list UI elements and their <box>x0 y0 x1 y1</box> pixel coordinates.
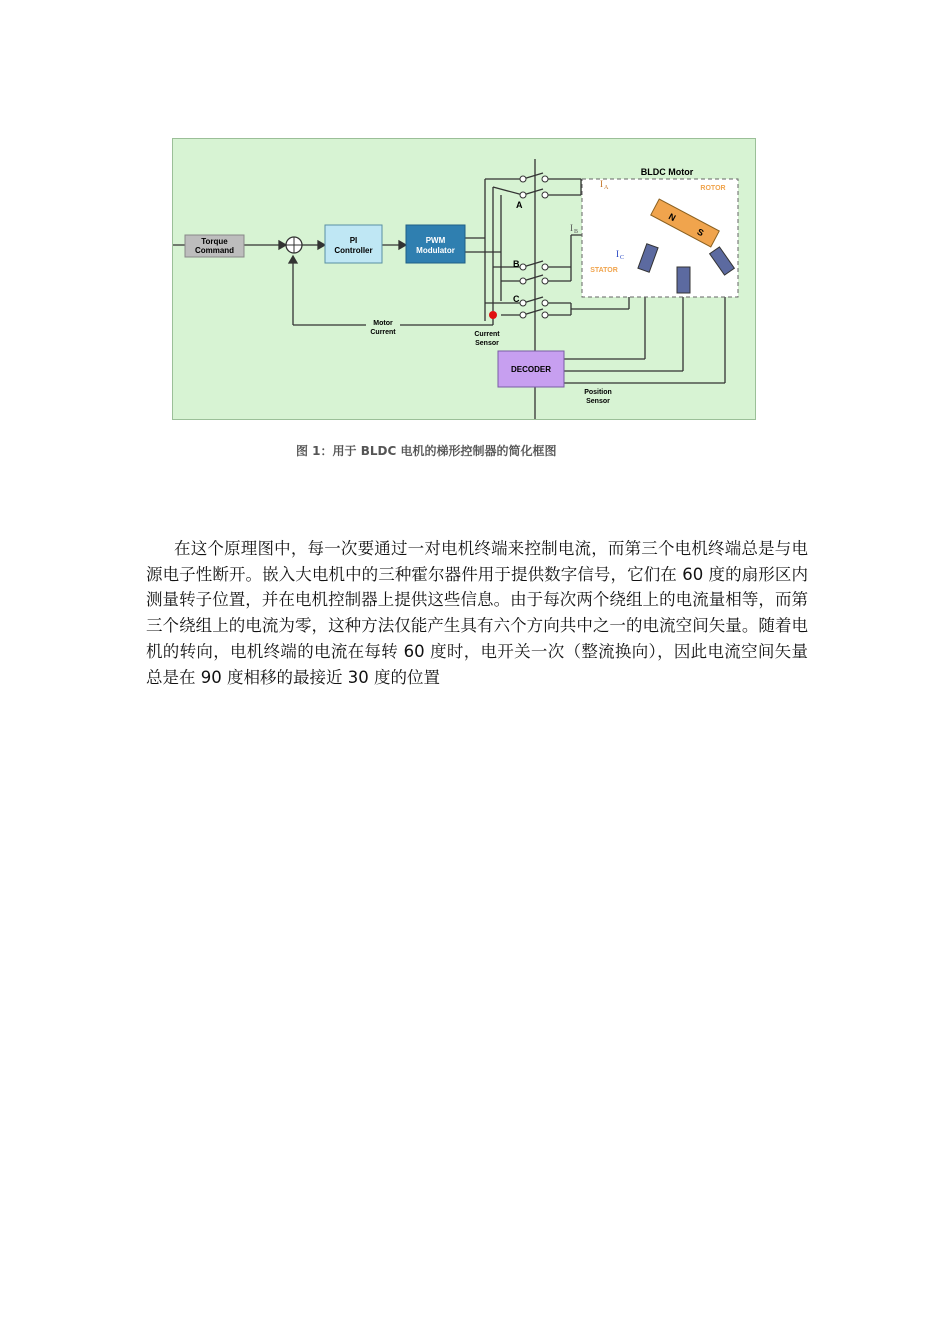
ib-subscript: B <box>574 229 579 235</box>
motor-current-line1: Motor <box>373 320 393 327</box>
torque-label-line1: Torque <box>201 237 228 246</box>
pi-label-line2: Controller <box>334 246 373 255</box>
phase-a-label: A <box>516 200 523 210</box>
stator-label: STATOR <box>590 267 618 274</box>
pi-label-line1: PI <box>349 236 358 245</box>
figure-caption: 图 1：用于 BLDC 电机的梯形控制器的简化框图 <box>296 444 557 458</box>
ib-label: I <box>570 223 573 233</box>
motor-current-line2: Current <box>370 329 396 336</box>
position-sensor-line1: Position <box>584 389 612 396</box>
ic-label: I <box>616 249 619 259</box>
current-sensor-line2: Sensor <box>475 340 499 347</box>
body-paragraph: 在这个原理图中，每一次要通过一对电机终端来控制电流，而第三个电机终端总是与电源电子性断开。嵌入大电机中的三种霍尔器件用于提供数字信号，它们在 60 度的扇形区内测量转子位置，并在电机控制器上提供这些信息。由于每次两个绕组上的电流量相等，而第三个绕组上的电流为零，这种方法仅能产生具有六个方向共中之一的电流空间矢量。随着电机的转向，电机终端的电流在每转 60 度时，电开关一次（整流换向），因此电流空间矢量总是在 90 度相移的最接近 30 度的位置 <box>146 539 808 687</box>
phase-b-label: B <box>513 259 520 269</box>
block-diagram-figure <box>172 138 756 420</box>
pwm-label-line1: PWM <box>425 236 446 245</box>
phase-c-label: C <box>513 294 520 304</box>
bldc-motor-label: BLDC Motor <box>640 167 694 177</box>
current-sensor-dot <box>489 311 497 319</box>
rotor-label: ROTOR <box>700 185 726 192</box>
summing-junction <box>286 237 302 253</box>
ia-label: I <box>600 179 603 189</box>
ic-subscript: C <box>620 255 625 261</box>
north-pole-label: N <box>666 211 678 224</box>
ia-subscript: A <box>604 185 609 191</box>
position-sensor-line2: Sensor <box>586 398 610 405</box>
current-sensor-line1: Current <box>474 331 500 338</box>
torque-label-line2: Command <box>194 246 235 255</box>
south-pole-label: S <box>695 226 706 239</box>
hall-sensor-2 <box>677 267 690 293</box>
pwm-label-line2: Modulator <box>416 246 455 255</box>
decoder-label: DECODER <box>510 365 552 374</box>
bldc-controller-diagram <box>173 139 755 419</box>
